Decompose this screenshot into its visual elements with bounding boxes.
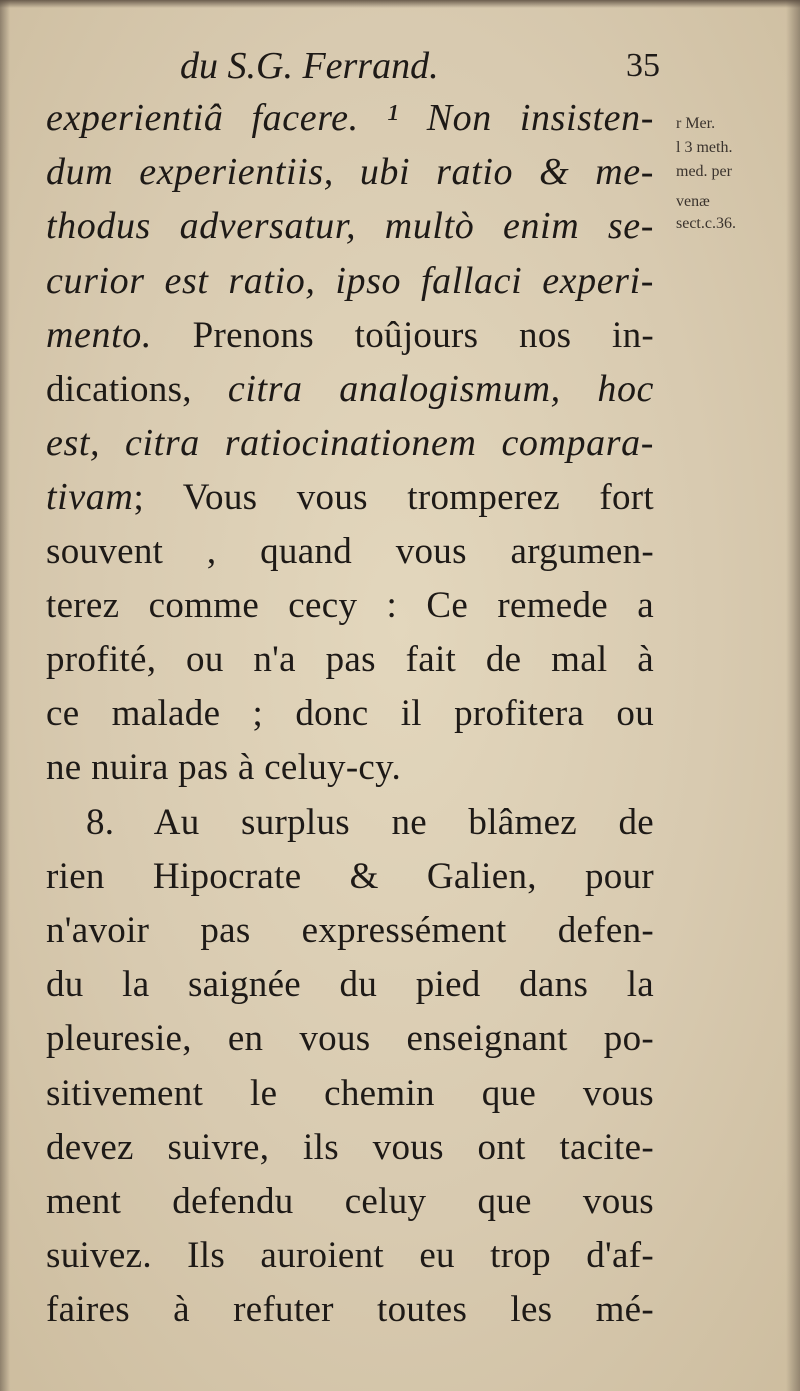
- text-run: rien Hipocrate & Galien, pour: [46, 855, 654, 897]
- text-run: souvent , quand vous argumen-: [46, 530, 654, 572]
- text-run: faires à refuter toutes les mé-: [46, 1289, 654, 1331]
- text-run: du la saignée du pied dans la: [46, 964, 654, 1006]
- text-line: [46, 957, 654, 1013]
- text-line: [46, 307, 654, 363]
- text-run: ce malade ; donc il profitera ou: [46, 693, 654, 735]
- text-run: experientiâ facere. ¹ Non insisten-: [46, 97, 654, 139]
- text-run: devez suivre, ils vous ont tacite-: [46, 1126, 654, 1168]
- text-line: [46, 415, 654, 471]
- running-title: du S.G. Ferrand.: [180, 45, 439, 87]
- text-line: [46, 90, 654, 146]
- text-line: [46, 903, 654, 959]
- text-line: [46, 144, 654, 200]
- text-line: [46, 849, 654, 905]
- text-line: [46, 361, 654, 417]
- text-run: n'avoir pas expressément defen-: [46, 910, 654, 951]
- text-line: [46, 1174, 654, 1230]
- text-line: [46, 253, 654, 309]
- text-line: [46, 469, 654, 525]
- text-run: thodus adversatur, multò enim se-: [46, 205, 654, 248]
- text-run: mento.: [46, 313, 152, 356]
- running-header: [180, 38, 660, 94]
- text-run: ne nuira pas à celuy-cy.: [46, 747, 402, 789]
- page-left-edge: [0, 0, 10, 1391]
- text-run: curior est ratio, ipso fallaci experi-: [46, 259, 654, 302]
- text-line: [46, 795, 654, 851]
- text-run: ; Vous vous tromperez fort: [133, 477, 654, 519]
- marginal-note-line: l 3 meth.: [676, 139, 733, 156]
- text-run: dications,: [46, 369, 228, 410]
- text-line: [46, 1282, 654, 1338]
- text-line: [46, 1011, 654, 1067]
- text-line: [46, 1120, 654, 1176]
- text-run: citra analogismum, hoc: [227, 368, 655, 410]
- text-run: Prenons toûjours nos in-: [151, 314, 654, 356]
- text-run: suivez. Ils auroient eu trop d'af-: [46, 1235, 654, 1277]
- text-line: [46, 578, 654, 634]
- marginal-note-line: venæ: [676, 193, 710, 210]
- text-line: [46, 524, 654, 580]
- marginal-note-line: sect.c.36.: [676, 215, 736, 232]
- text-run: tivam: [46, 476, 134, 519]
- text-line: [46, 632, 654, 688]
- text-line: [46, 1228, 654, 1284]
- text-run: terez comme cecy : Ce remede a: [46, 584, 654, 626]
- text-line: [46, 740, 654, 796]
- text-line: [46, 198, 654, 254]
- marginal-note-line: r Mer.: [676, 115, 716, 132]
- text-run: profité, ou n'a pas fait de mal à: [46, 639, 654, 680]
- text-run: pleuresie, en vous enseignant po-: [46, 1018, 654, 1060]
- text-run: sitivement le chemin que vous: [46, 1072, 654, 1114]
- text-run: dum experientiis, ubi ratio & me-: [46, 151, 654, 194]
- text-line: [46, 1066, 654, 1122]
- marginal-note-line: med. per: [676, 163, 732, 180]
- text-line: [46, 686, 654, 742]
- text-run: ment defendu celuy que vous: [46, 1181, 654, 1222]
- text-run: est, citra ratiocinationem compara-: [46, 422, 654, 465]
- page-number: 35: [626, 47, 660, 84]
- text-run: 8. Au surplus ne blâmez de: [86, 801, 654, 843]
- page-top-edge: [0, 0, 800, 8]
